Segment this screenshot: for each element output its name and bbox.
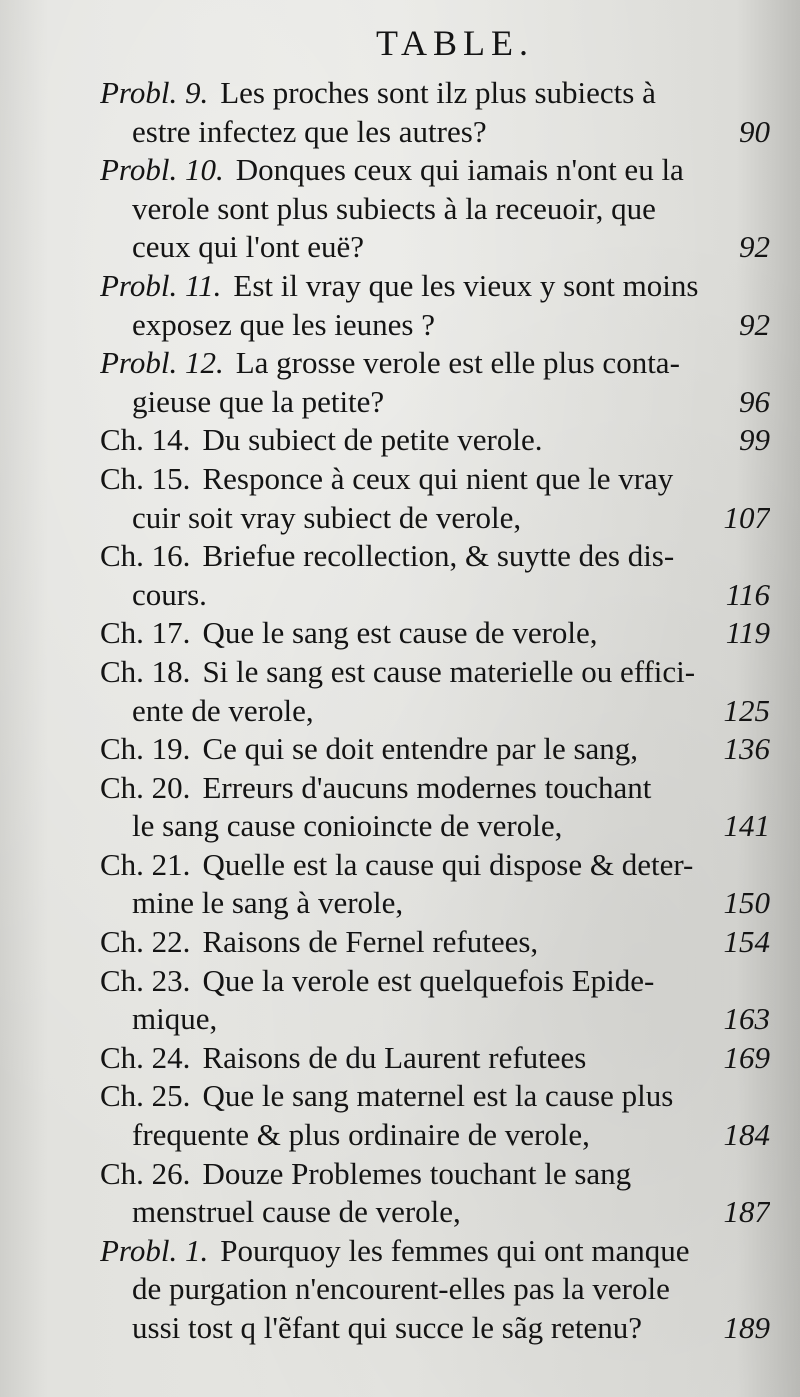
- toc-entry-title: Raisons de Fernel refutees,: [202, 924, 539, 960]
- toc-entry-line: [100, 692, 770, 731]
- toc-page-number: 119: [725, 615, 770, 651]
- toc-entry-line: [100, 1309, 770, 1348]
- toc-page-number: 116: [725, 576, 770, 612]
- toc-entry-text: [100, 847, 693, 882]
- toc-entry-label: Ch. 25.: [100, 1078, 191, 1114]
- toc-entry-title: verole sont plus subiects à la receuoir, que: [132, 190, 656, 226]
- toc-entry-label: Probl. 1.: [100, 1232, 209, 1268]
- toc-entry-line: [100, 499, 770, 538]
- toc-entry: [100, 923, 770, 962]
- toc-entry-label: Probl. 12.: [100, 345, 224, 381]
- toc-page-number: 154: [723, 924, 770, 960]
- toc-entry-line: [100, 846, 770, 885]
- toc-entry-line: [100, 460, 770, 499]
- toc-entry-line: [100, 962, 770, 1001]
- toc-entry-line: [100, 1000, 770, 1039]
- toc-entry-text: [132, 113, 487, 152]
- toc-entry-text: [100, 1156, 631, 1191]
- toc-entry: [100, 344, 770, 421]
- toc-entry-text: [132, 1116, 590, 1155]
- toc-entry-title: Les proches sont ilz plus subiects à: [220, 75, 656, 110]
- toc-entry: [100, 769, 770, 846]
- toc-entry-title: Du subiect de petite verole.: [202, 422, 543, 458]
- toc-entry-text: [132, 884, 403, 923]
- toc-page-number: 184: [723, 1117, 770, 1153]
- toc-entry-line: [100, 113, 770, 152]
- toc-page-number: 99: [739, 422, 770, 458]
- toc-page-number: 189: [723, 1310, 770, 1345]
- toc-entry-line: [100, 1077, 770, 1116]
- toc-entry-label: Ch. 17.: [100, 615, 191, 651]
- toc-entry-line: [100, 537, 770, 576]
- toc-page-number: 92: [739, 229, 770, 265]
- toc-entry-title: Que le sang maternel est la cause plus: [202, 1078, 674, 1114]
- toc-entry-line: [100, 923, 770, 962]
- toc-entry-title: Pourquoy les femmes qui ont manque: [220, 1232, 690, 1268]
- toc-entry-text: [132, 1271, 670, 1306]
- toc-entry-text: [100, 770, 651, 805]
- toc-entry-text: [132, 1309, 642, 1348]
- toc-entry-line: [100, 306, 770, 345]
- toc-entry: [100, 1232, 770, 1348]
- toc-entry-text: [100, 421, 542, 460]
- toc-entry: [100, 537, 770, 614]
- toc-entry-label: Ch. 24.: [100, 1039, 191, 1075]
- toc-page-number: 169: [723, 1039, 770, 1075]
- toc-entry: [100, 1077, 770, 1154]
- toc-entry-title: exposez que les ieunes ?: [132, 306, 435, 342]
- toc-entry-title: Raisons de du Laurent refutees: [202, 1039, 587, 1075]
- toc-entry-title: gieuse que la petite?: [132, 383, 385, 419]
- toc-entry-label: Ch. 15.: [100, 460, 191, 496]
- toc-entry-line: [100, 1155, 770, 1194]
- toc-entry-text: [132, 576, 207, 615]
- toc-entry-text: [100, 538, 674, 573]
- toc-entry-text: [100, 614, 598, 653]
- toc-entry-title: de purgation n'encourent-elles pas la verole: [132, 1271, 670, 1307]
- toc-entry-label: Probl. 9.: [100, 75, 209, 110]
- toc-page-number: 107: [723, 499, 770, 535]
- toc-entry-title: menstruel cause de verole,: [132, 1194, 461, 1230]
- toc-entry: [100, 962, 770, 1039]
- toc-entry-label: Probl. 11.: [100, 267, 222, 303]
- toc-entry-title: Briefue recollection, & suytte des dis-: [202, 538, 675, 574]
- toc-entry-text: [132, 807, 562, 846]
- toc-entry-title: Responce à ceux qui nient que le vray: [202, 460, 674, 496]
- toc-entry-label: Ch. 22.: [100, 924, 191, 960]
- toc-entry-label: Probl. 10.: [100, 152, 224, 188]
- toc-page-number: 90: [739, 113, 770, 149]
- toc-entry-line: [100, 807, 770, 846]
- toc-entry-title: Si le sang est cause materielle ou effici-: [202, 653, 696, 689]
- toc-entry: [100, 846, 770, 923]
- toc-entry-title: mine le sang à verole,: [132, 885, 404, 921]
- toc-entry-label: Ch. 14.: [100, 422, 191, 458]
- toc-entry-line: [100, 151, 770, 190]
- table-of-contents: [100, 74, 770, 1348]
- toc-entry-line: [100, 267, 770, 306]
- toc-entry-text: [100, 654, 695, 689]
- toc-entry-line: [100, 228, 770, 267]
- toc-entry-label: Ch. 26.: [100, 1155, 191, 1191]
- toc-entry: [100, 151, 770, 267]
- toc-entry-text: [100, 1233, 689, 1268]
- toc-entry-title: mique,: [132, 1001, 218, 1037]
- toc-entry-label: Ch. 21.: [100, 846, 191, 882]
- toc-entry-text: [132, 499, 521, 538]
- toc-page-number: 92: [739, 306, 770, 342]
- toc-entry-text: [132, 1193, 461, 1232]
- toc-entry-text: [100, 963, 654, 998]
- toc-page-number: 141: [723, 808, 770, 844]
- toc-entry-line: [100, 614, 770, 653]
- toc-entry-text: [100, 1039, 586, 1078]
- toc-entry-label: Ch. 18.: [100, 653, 191, 689]
- toc-entry-text: [100, 345, 680, 380]
- toc-entry-title: ceux qui l'ont euë?: [132, 229, 364, 265]
- toc-entry-text: [132, 191, 656, 226]
- toc-entry-text: [100, 730, 638, 769]
- toc-entry-label: Ch. 19.: [100, 731, 191, 767]
- toc-entry-text: [100, 75, 656, 110]
- toc-entry-line: [100, 74, 770, 113]
- toc-entry-line: [100, 1232, 770, 1271]
- toc-entry-title: estre infectez que les autres?: [132, 113, 487, 149]
- toc-entry-title: Erreurs d'aucuns modernes touchant: [202, 769, 652, 805]
- toc-entry-text: [100, 268, 698, 303]
- toc-entry-title: Ce qui se doit entendre par le sang,: [202, 731, 639, 767]
- toc-entry-title: frequente & plus ordinaire de verole,: [132, 1117, 590, 1153]
- toc-entry-text: [100, 152, 684, 187]
- toc-entry-text: [132, 692, 314, 731]
- toc-entry-title: cuir soit vray subiect de verole,: [132, 499, 522, 535]
- toc-entry: [100, 614, 770, 653]
- toc-entry-title: Que la verole est quelquefois Epide-: [202, 962, 655, 998]
- toc-entry-line: [100, 1193, 770, 1232]
- toc-page-number: 96: [739, 383, 770, 419]
- toc-page-number: 163: [723, 1001, 770, 1037]
- toc-entry-line: [100, 653, 770, 692]
- toc-entry-line: [100, 1039, 770, 1078]
- toc-entry-line: [100, 769, 770, 808]
- toc-entry-title: Douze Problemes touchant le sang: [202, 1155, 632, 1191]
- toc-entry-text: [132, 228, 364, 267]
- toc-entry-line: [100, 730, 770, 769]
- toc-entry-line: [100, 421, 770, 460]
- toc-entry-label: Ch. 20.: [100, 769, 191, 805]
- toc-entry-text: [100, 461, 673, 496]
- toc-entry-title: cours.: [132, 576, 207, 612]
- toc-page-number: 150: [723, 885, 770, 921]
- toc-entry: [100, 730, 770, 769]
- toc-entry-line: [100, 1116, 770, 1155]
- toc-entry-title: le sang cause conioincte de verole,: [132, 808, 563, 844]
- toc-entry-title: Quelle est la cause qui dispose & deter-: [202, 846, 694, 882]
- toc-entry: [100, 1039, 770, 1078]
- toc-entry: [100, 74, 770, 151]
- toc-entry: [100, 421, 770, 460]
- toc-entry-line: [100, 1270, 770, 1309]
- toc-entry-line: [100, 884, 770, 923]
- toc-entry-line: [100, 344, 770, 383]
- toc-entry-line: [100, 576, 770, 615]
- toc-page-number: 125: [723, 692, 770, 728]
- toc-entry: [100, 267, 770, 344]
- toc-entry-title: Donques ceux qui iamais n'ont eu la: [235, 152, 684, 188]
- toc-entry-title: ussi tost q l'ẽfant qui succe le sãg retenu?: [132, 1310, 643, 1345]
- toc-entry: [100, 460, 770, 537]
- toc-entry-text: [132, 383, 384, 422]
- toc-entry: [100, 1155, 770, 1232]
- toc-entry-text: [100, 923, 538, 962]
- toc-entry-line: [100, 190, 770, 229]
- toc-entry-text: [132, 306, 435, 345]
- toc-entry-label: Ch. 23.: [100, 962, 191, 998]
- toc-page-number: 187: [723, 1194, 770, 1230]
- toc-entry-title: Que le sang est cause de verole,: [202, 615, 598, 651]
- toc-entry-title: La grosse verole est elle plus conta-: [235, 345, 680, 381]
- toc-page-number: 136: [723, 731, 770, 767]
- toc-entry-label: Ch. 16.: [100, 538, 191, 574]
- toc-entry: [100, 653, 770, 730]
- toc-entry-text: [132, 1000, 217, 1039]
- toc-entry-text: [100, 1078, 673, 1113]
- toc-entry-title: ente de verole,: [132, 692, 314, 728]
- toc-entry-line: [100, 383, 770, 422]
- page-header: TABLE.: [375, 23, 535, 63]
- toc-entry-title: Est il vray que les vieux y sont moins: [233, 267, 699, 303]
